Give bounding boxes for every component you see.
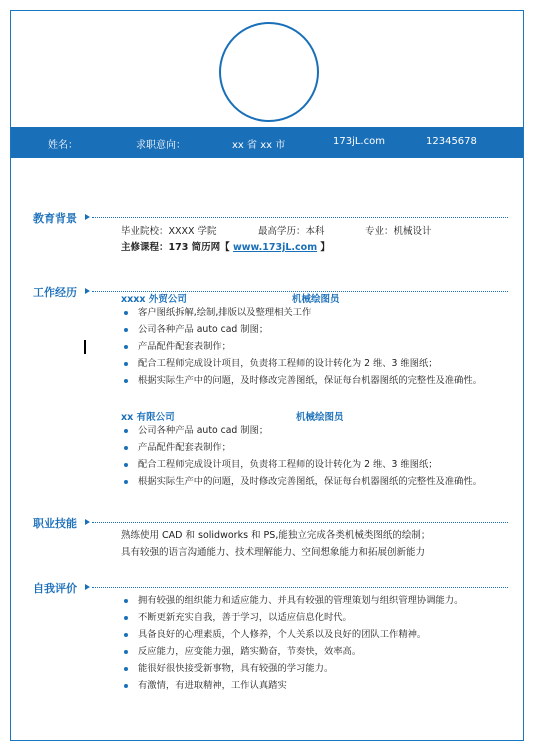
skill-line: 熟练使用 CAD 和 solidworks 和 PS,能独立完成各类机械类图纸的绘制； bbox=[121, 530, 431, 541]
list-item: 配合工程师完成设计项目，负责将工程师的设计转化为 2 维、3 维图纸； bbox=[121, 456, 482, 473]
phone: 12345678 bbox=[426, 136, 477, 147]
section-divider bbox=[92, 587, 508, 588]
major: 专业：机械设计 bbox=[365, 226, 432, 237]
list-item: 有激情，有进取精神，工作认真踏实 bbox=[121, 677, 463, 694]
name-label: 姓名： bbox=[48, 140, 78, 151]
list-item: 反应能力，应变能力强，踏实勤奋，节奏快，效率高。 bbox=[121, 643, 463, 660]
info-bar bbox=[11, 127, 523, 158]
section-arrow-icon bbox=[85, 288, 90, 294]
courses-link[interactable]: www.173jL.com bbox=[232, 242, 318, 253]
section-title-education: 教育背景 bbox=[33, 212, 77, 225]
school: 毕业院校：XXXX 学院 bbox=[121, 226, 217, 237]
list-item: 客户图纸拆解,绘制,排版以及整理相关工作 bbox=[121, 304, 482, 321]
list-item: 产品配件配套表制作； bbox=[121, 338, 482, 355]
self-evaluation-list bbox=[121, 592, 463, 694]
section-arrow-icon bbox=[85, 584, 90, 590]
skill-line: 具有较强的语言沟通能力、技术理解能力、空间想象能力和拓展创新能力 bbox=[121, 547, 426, 558]
company-name: xxxx 外贸公司 bbox=[121, 294, 187, 305]
courses-suffix: 】 bbox=[320, 242, 330, 253]
section-title-self-evaluation: 自我评价 bbox=[33, 582, 77, 595]
list-item: 拥有较强的组织能力和适应能力、并具有较强的管理策划与组织管理协调能力。 bbox=[121, 592, 463, 609]
job-position: 机械绘图员 bbox=[296, 412, 344, 423]
section-title-skills: 职业技能 bbox=[33, 517, 77, 530]
duty-list bbox=[121, 304, 482, 389]
list-item: 具备良好的心理素质，个人修养，个人关系以及良好的团队工作精神。 bbox=[121, 626, 463, 643]
courses-prefix: 主修课程：173 简历网【 bbox=[121, 242, 230, 253]
list-item: 公司各种产品 auto cad 制图； bbox=[121, 422, 482, 439]
duty-list bbox=[121, 422, 482, 490]
job-position: 机械绘图员 bbox=[292, 294, 340, 305]
job-intention-label: 求职意向： bbox=[136, 140, 186, 151]
company-name: xx 有限公司 bbox=[121, 412, 175, 423]
courses bbox=[121, 239, 330, 253]
list-item: 公司各种产品 auto cad 制图； bbox=[121, 321, 482, 338]
list-item: 能很好很快接受新事物，具有较强的学习能力。 bbox=[121, 660, 463, 677]
list-item: 根据实际生产中的问题，及时修改完善图纸，保证每台机器图纸的完整性及准确性。 bbox=[121, 473, 482, 490]
list-item: 根据实际生产中的问题，及时修改完善图纸，保证每台机器图纸的完整性及准确性。 bbox=[121, 372, 482, 389]
list-item: 产品配件配套表制作； bbox=[121, 439, 482, 456]
section-divider bbox=[92, 522, 508, 523]
section-arrow-icon bbox=[85, 214, 90, 220]
text-cursor bbox=[84, 340, 86, 354]
photo-placeholder bbox=[219, 22, 319, 122]
section-divider bbox=[92, 217, 508, 218]
section-arrow-icon bbox=[85, 519, 90, 525]
list-item: 不断更新充实自我，善于学习，以适应信息化时代。 bbox=[121, 609, 463, 626]
section-title-work: 工作经历 bbox=[33, 286, 77, 299]
degree: 最高学历：本科 bbox=[258, 226, 325, 237]
location: xx 省 xx 市 bbox=[232, 140, 286, 151]
website: 173jL.com bbox=[333, 136, 385, 147]
list-item: 配合工程师完成设计项目，负责将工程师的设计转化为 2 维、3 维图纸； bbox=[121, 355, 482, 372]
